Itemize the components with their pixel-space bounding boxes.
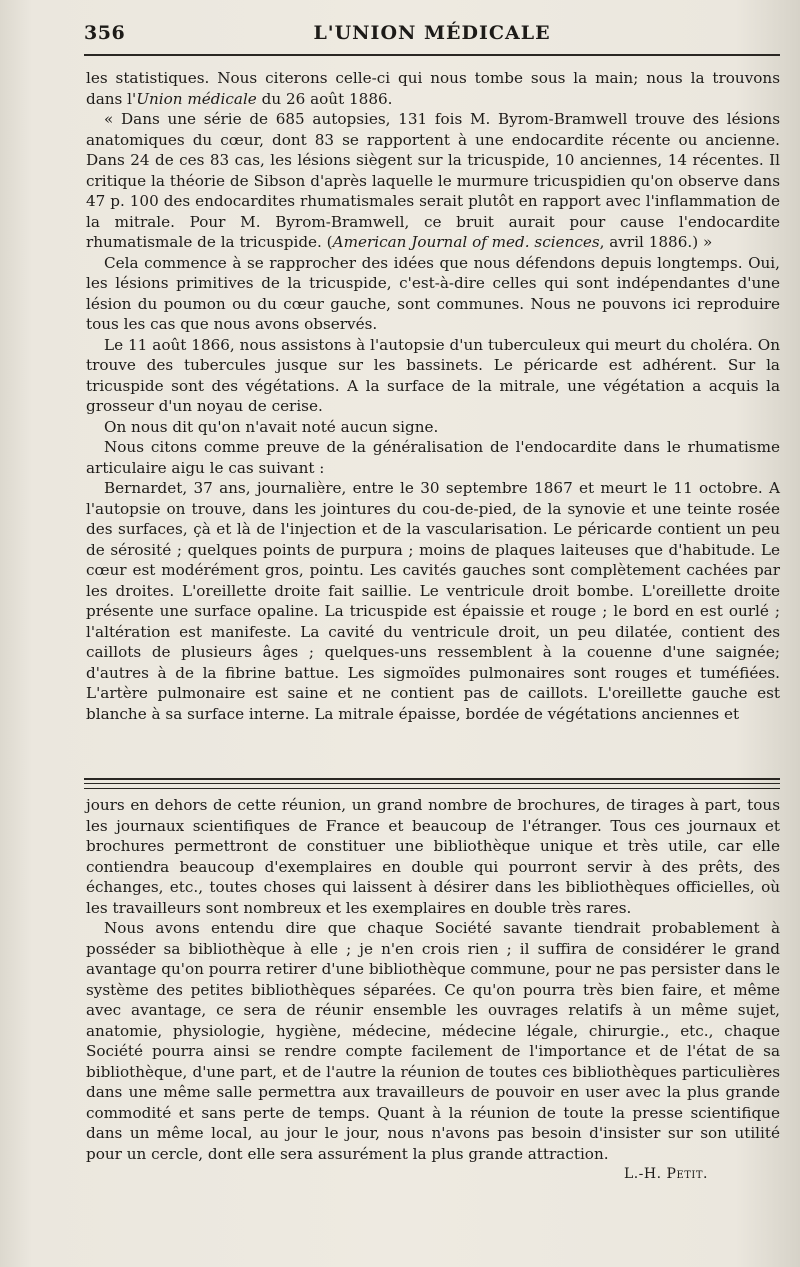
paragraph [86,335,780,417]
paragraph [86,417,780,438]
signature-initials: L.-H. [623,1166,667,1182]
journal-title: L'UNION MÉDICALE [313,22,551,44]
page-number: 356 [84,22,126,44]
header-rule [84,54,780,56]
feuilleton-body [86,795,780,1164]
paragraph [86,109,780,253]
text-run: Le 11 août 1866, nous assistons à l'autopsie d'un tuberculeux qui meurt du choléra. On trouve des tubercules jusque sur les bassinets. Le péricarde est adhérent. Sur la tricuspide sont des végétations. A la surface de la mitrale, une végétation a acquis la grosseur d'un noyau de cerise. [86,335,780,415]
paragraph [86,437,780,478]
text-run: , avril 1886.) » [599,233,713,251]
paragraph [86,68,780,109]
italic-citation: Union médicale [136,89,257,108]
text-run: « Dans une série de 685 autopsies, 131 fois M. Byrom-Bramwell trouve des lésions anatomiques du cœur, dont 83 se rapportent à une endocardite récente ou ancienne. Dans 24 de ces 83 cas, les lésions siègent sur la tricuspide, 10 anciennes, 14 récentes. Il critique la théorie de Sibson d'après laquelle le murmure tricuspidien qu'on observe dans 47 p. 100 des endocardites rhumatismales serait plutôt en rapport avec l'inflammation de la mitrale. Pour M. Byrom-Bramwell, ce bruit aurait pour cause l'endocardite rhumatismale de la tricuspide. ( [86,110,780,251]
feuilleton-separator [84,778,780,784]
signature-name: Petit. [666,1166,708,1182]
author-signature [624,1166,708,1182]
text-run: Cela commence à se rapprocher des idées que nous défendons depuis longtemps. Oui, les lésions primitives de la tricuspide, c'est-à-dire celles qui sont indépendantes d'une lésion du poumon ou du cœur gauche, sont communes. Nous ne pouvons ici reproduire tous les cas que nous avons observés. [86,253,780,333]
text-run: du 26 août 1886. [256,89,393,108]
text-run: Bernardet, 37 ans, journalière, entre le 30 septembre 1867 et meurt le 11 octobre. A l'autopsie on trouve, dans les jointures du cou-de-pied, de la synovie et une teinte rosée des surfaces, çà et là de l'injection et de la vascularisation. Le péricarde contient un peu de sérosité ; quelques points de purpura ; moins de plaques laiteuses que d'habitude. Le cœur est modérément gros, pointu. Les cavités gauches sont complètement cachées par les droites. L'oreillette droite fait saillie. Le ventricule droit bombe. L'oreillette droite présente une surface opaline. La tricuspide est épaissie et rouge ; le bord en est ourlé ; l'altération est manifeste. La cavité du ventricule droit, un peu dilatée, contient des caillots de plusieurs âges ; quelques-uns ressemblent à la couenne d'une saignée; d'autres à de la fibrine battue. Les sigmoïdes pulmonaires sont rouges et tuméfiées. L'artère pulmonaire est saine et ne contient pas de caillots. L'oreillette gauche est blanche à sa surface interne. La mitrale épaisse, bordée de végétations anciennes et [86,479,780,723]
text-run: jours en dehors de cette réunion, un grand nombre de brochures, de tirages à part, tous les journaux scientifiques de France et beaucoup de l'étranger. Tous ces journaux et brochures permettront de constituer une bibliothèque unique et très utile, car elle contiendra beaucoup d'exemplaires en double qui pourront servir à des prêts, des échanges, etc., toutes choses qui laissent à désirer dans les bibliothèques officielles, où les travailleurs sont nombreux et les exemplaires en double très rares. [86,796,780,917]
article-body [86,68,780,724]
paragraph [86,253,780,335]
feuilleton-rule [84,788,780,789]
paragraph [86,795,780,918]
text-run: Nous citons comme preuve de la généralisation de l'endocardite dans le rhumatisme articulaire aigu le cas suivant : [86,438,780,477]
paragraph [86,478,780,724]
page-header [84,20,780,50]
paragraph [86,918,780,1164]
text-run: Nous avons entendu dire que chaque Société savante tiendrait probablement à posséder sa bibliothèque à elle ; je n'en crois rien ; il suffira de considérer le grand avantage qu'on pourra retirer d'une bibliothèque commune, pour ne pas persister dans le système des petites bibliothèques séparées. Ce qu'on pourra très bien faire, et même avec avantage, ce sera de réunir ensemble les ouvrages relatifs à un même sujet, anatomie, physiologie, hygiène, médecine, médecine légale, chirurgie., etc., chaque Société pourra ainsi se rendre compte facilement de l'importance et de l'état de sa bibliothèque, d'une part, et de l'autre la réunion de toutes ces bibliothèques particulières dans une même salle permettra aux travailleurs de pouvoir en user avec la plus grande commodité et sans perte de temps. Quant à la réunion de toute la presse scientifique dans un même local, au jour le jour, nous n'avons pas besoin d'insister sur son utilité pour un cercle, dont elle sera assurément la plus grande attraction. [86,919,780,1163]
text-run: les statistiques. Nous citerons celle-ci qui nous tombe sous la main; nous la trouvons dans l' [86,69,780,108]
italic-citation: American Journal of med. sciences [332,233,600,251]
text-run: On nous dit qu'on n'avait noté aucun signe. [104,417,439,436]
